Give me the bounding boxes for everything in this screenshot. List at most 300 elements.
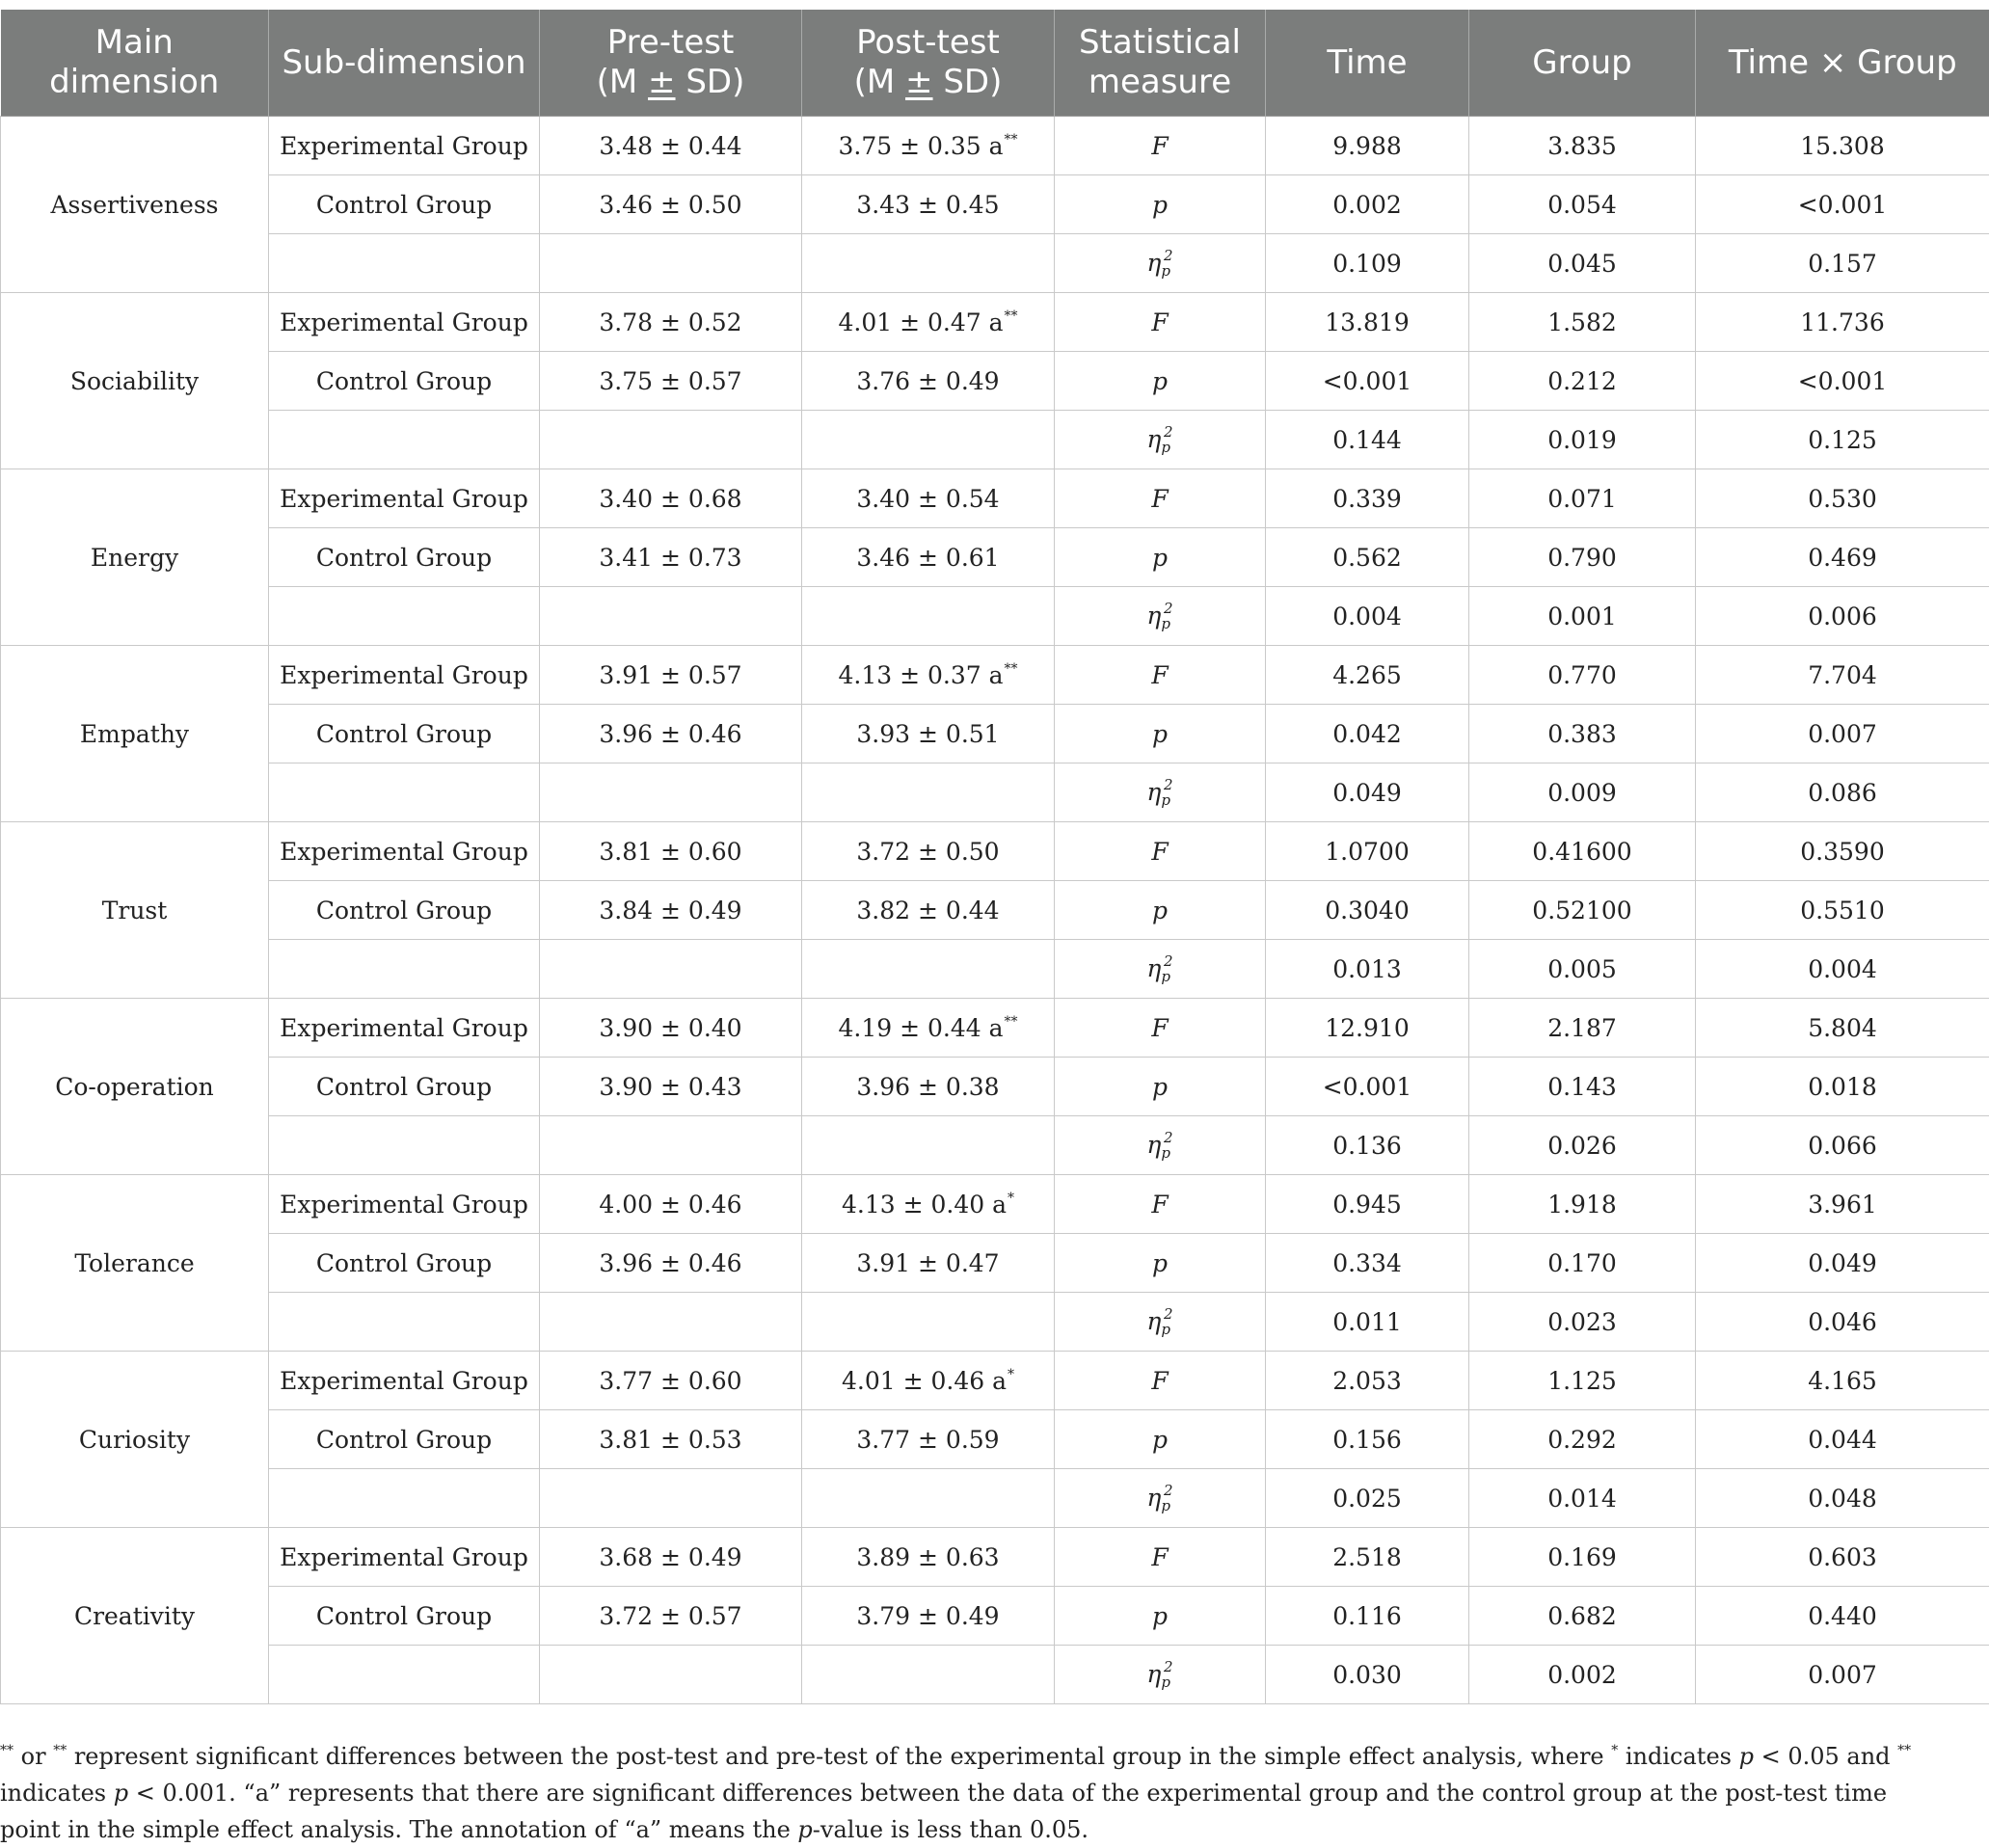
pre-test-cell-value: 3.81 ± 0.53 xyxy=(599,1425,742,1454)
main-dimension-cell xyxy=(1,117,269,293)
pre-test-cell-value: 3.40 ± 0.68 xyxy=(599,484,742,513)
statistical-measure-cell-value: F xyxy=(1151,660,1169,689)
statistical-measure-cell xyxy=(1055,1058,1266,1116)
eta-symbol: η xyxy=(1146,1660,1162,1688)
main-dimension-cell xyxy=(1,469,269,646)
group-cell-value: 0.41600 xyxy=(1532,837,1632,866)
table-row xyxy=(1,117,1989,175)
time-cell xyxy=(1266,352,1469,411)
table-row xyxy=(1,1234,1989,1293)
main-dimension-cell xyxy=(1,999,269,1175)
time-cell-value: 1.0700 xyxy=(1325,837,1410,866)
group-cell-value: 2.187 xyxy=(1547,1013,1617,1042)
eta-subscript: p xyxy=(1161,1497,1171,1514)
pre-test-cell xyxy=(540,1234,802,1293)
empty-cell xyxy=(802,1293,1055,1352)
main-dimension-cell xyxy=(1,646,269,822)
group-cell xyxy=(1469,1293,1696,1352)
table-row xyxy=(1,763,1989,822)
pre-test-cell xyxy=(540,881,802,940)
header-post-test-line1: Post-test xyxy=(856,23,1000,62)
table-row xyxy=(1,705,1989,763)
time-cell xyxy=(1266,528,1469,587)
pre-test-cell-value: 3.41 ± 0.73 xyxy=(599,543,742,572)
sub-dimension-cell-value: Experimental Group xyxy=(280,837,528,866)
eta-superscript: 2 xyxy=(1164,952,1173,970)
empty-cell xyxy=(540,940,802,999)
sub-dimension-cell xyxy=(269,1058,540,1116)
time-cell xyxy=(1266,411,1469,469)
post-test-cell-value: 3.77 ± 0.59 xyxy=(856,1425,1000,1454)
time-x-group-cell-value: 0.157 xyxy=(1808,249,1877,278)
pre-test-cell xyxy=(540,1587,802,1646)
sub-dimension-cell-value: Control Group xyxy=(315,896,493,924)
time-cell-value: 0.3040 xyxy=(1325,896,1410,924)
pre-test-cell-value: 3.46 ± 0.50 xyxy=(599,190,742,219)
time-x-group-cell xyxy=(1696,587,1989,646)
main-dimension-label: Co-operation xyxy=(55,1072,214,1101)
group-cell-value: 0.054 xyxy=(1547,190,1617,219)
pre-test-cell-value: 3.96 ± 0.46 xyxy=(599,719,742,748)
empty-cell xyxy=(540,411,802,469)
empty-cell xyxy=(802,411,1055,469)
time-cell-value: 4.265 xyxy=(1332,660,1402,689)
footnote-text: < 0.001. “a” represents that there are significant differences between the data of the experimental group and the control group at the post-test time point in the simple effect analysis. The annotation of “a” means the xyxy=(0,1780,1888,1843)
sub-dimension-cell xyxy=(269,1410,540,1469)
statistical-measure-cell-value: p xyxy=(1151,1601,1168,1630)
time-cell xyxy=(1266,175,1469,234)
sub-dimension-cell xyxy=(269,352,540,411)
group-cell xyxy=(1469,1469,1696,1528)
time-cell-value: 0.562 xyxy=(1332,543,1402,572)
time-cell-value: 0.109 xyxy=(1332,249,1402,278)
eta-subscript: p xyxy=(1161,1144,1171,1162)
time-x-group-cell-value: <0.001 xyxy=(1797,190,1888,219)
post-test-cell-value: 4.13 ± 0.40 a xyxy=(841,1190,1008,1219)
time-x-group-cell-value: 0.3590 xyxy=(1800,837,1885,866)
group-cell xyxy=(1469,528,1696,587)
post-test-cell xyxy=(802,999,1055,1058)
post-test-cell-value: 3.43 ± 0.45 xyxy=(856,190,1000,219)
statistical-measure-cell xyxy=(1055,352,1266,411)
eta-superscript: 2 xyxy=(1164,1129,1173,1146)
time-x-group-cell-value: 0.440 xyxy=(1808,1601,1877,1630)
table-row xyxy=(1,1646,1989,1704)
statistical-measure-cell xyxy=(1055,940,1266,999)
post-test-cell xyxy=(802,881,1055,940)
pre-test-cell xyxy=(540,1352,802,1410)
pre-test-cell xyxy=(540,528,802,587)
eta-superscript: 2 xyxy=(1164,776,1173,793)
pre-test-cell xyxy=(540,822,802,881)
group-cell xyxy=(1469,352,1696,411)
statistical-measure-cell-value: F xyxy=(1151,1366,1169,1395)
main-dimension-label: Trust xyxy=(101,896,168,924)
time-x-group-cell xyxy=(1696,175,1989,234)
empty-cell xyxy=(540,1116,802,1175)
group-cell-value: 0.023 xyxy=(1547,1307,1617,1336)
eta-symbol: η xyxy=(1146,1484,1162,1512)
main-dimension-label: Creativity xyxy=(73,1601,196,1630)
group-cell xyxy=(1469,1410,1696,1469)
header-post-test-pm: ± xyxy=(905,63,933,101)
time-cell-value: 13.819 xyxy=(1325,308,1410,336)
post-test-cell xyxy=(802,1175,1055,1234)
significance-mark: * xyxy=(1008,1366,1015,1382)
statistical-measure-cell xyxy=(1055,1587,1266,1646)
time-x-group-cell-value: 0.469 xyxy=(1808,543,1877,572)
statistical-measure-cell xyxy=(1055,999,1266,1058)
empty-cell xyxy=(802,763,1055,822)
time-x-group-cell xyxy=(1696,1410,1989,1469)
footnote-text: < 0.05 and xyxy=(1753,1743,1898,1770)
time-cell-value: 0.042 xyxy=(1332,719,1402,748)
table-row xyxy=(1,469,1989,528)
empty-cell xyxy=(802,1116,1055,1175)
statistical-measure-cell-value: p xyxy=(1151,1248,1168,1277)
main-dimension-label: Assertiveness xyxy=(50,190,219,219)
table-row xyxy=(1,352,1989,411)
post-test-cell-value: 4.13 ± 0.37 a xyxy=(838,660,1004,689)
pre-test-cell-value: 3.81 ± 0.60 xyxy=(599,837,742,866)
pre-test-cell xyxy=(540,469,802,528)
time-x-group-cell xyxy=(1696,1587,1989,1646)
statistical-measure-cell xyxy=(1055,1175,1266,1234)
time-cell xyxy=(1266,1352,1469,1410)
footnote-text: or xyxy=(13,1743,54,1770)
pre-test-cell-value: 3.78 ± 0.52 xyxy=(599,308,742,336)
time-x-group-cell xyxy=(1696,1058,1989,1116)
sub-dimension-cell xyxy=(269,1234,540,1293)
post-test-cell xyxy=(802,822,1055,881)
group-cell xyxy=(1469,705,1696,763)
empty-cell xyxy=(540,587,802,646)
sub-dimension-cell-value: Control Group xyxy=(315,1248,493,1277)
footnote-mark: ** xyxy=(53,1743,67,1758)
sub-dimension-cell-value: Experimental Group xyxy=(280,1366,528,1395)
time-x-group-cell xyxy=(1696,999,1989,1058)
sub-dimension-cell-value: Control Group xyxy=(315,1601,493,1630)
sub-dimension-cell xyxy=(269,1175,540,1234)
pre-test-cell-value: 3.90 ± 0.40 xyxy=(599,1013,742,1042)
main-dimension-label: Sociability xyxy=(69,366,200,395)
significance-mark: ** xyxy=(1004,308,1018,324)
table-row xyxy=(1,1116,1989,1175)
post-test-cell-value: 3.72 ± 0.50 xyxy=(856,837,1000,866)
time-cell-value: <0.001 xyxy=(1322,1072,1412,1101)
post-test-cell-value: 4.01 ± 0.47 a xyxy=(838,308,1004,336)
header-time-x-group xyxy=(1696,10,1989,117)
empty-cell xyxy=(269,234,540,293)
pre-test-cell-value: 3.75 ± 0.57 xyxy=(599,366,742,395)
sub-dimension-cell xyxy=(269,117,540,175)
time-cell-value: 0.002 xyxy=(1332,190,1402,219)
empty-cell xyxy=(269,940,540,999)
table-row xyxy=(1,940,1989,999)
footnote-p-symbol: p xyxy=(797,1816,813,1843)
pre-test-cell xyxy=(540,705,802,763)
statistical-measure-cell-value: F xyxy=(1151,1190,1169,1219)
post-test-cell xyxy=(802,175,1055,234)
sub-dimension-cell-value: Experimental Group xyxy=(280,131,528,160)
time-x-group-cell xyxy=(1696,705,1989,763)
footnote-p-symbol: p xyxy=(1738,1743,1754,1770)
main-dimension-cell xyxy=(1,822,269,999)
main-dimension-cell xyxy=(1,1352,269,1528)
sub-dimension-cell-value: Experimental Group xyxy=(280,660,528,689)
sub-dimension-cell xyxy=(269,175,540,234)
time-cell-value: 0.116 xyxy=(1332,1601,1402,1630)
group-cell-value: 0.002 xyxy=(1547,1660,1617,1689)
eta-superscript: 2 xyxy=(1164,1305,1173,1323)
group-cell-value: 0.52100 xyxy=(1532,896,1632,924)
empty-cell xyxy=(540,1469,802,1528)
post-test-cell-value: 3.91 ± 0.47 xyxy=(856,1248,1000,1277)
statistical-measure-cell-value: p xyxy=(1151,543,1168,572)
statistical-measure-cell xyxy=(1055,1116,1266,1175)
empty-cell xyxy=(269,763,540,822)
pre-test-cell xyxy=(540,352,802,411)
time-cell xyxy=(1266,822,1469,881)
sub-dimension-cell-value: Experimental Group xyxy=(280,1542,528,1571)
table-row xyxy=(1,822,1989,881)
time-x-group-cell-value: 11.736 xyxy=(1800,308,1885,336)
time-cell xyxy=(1266,469,1469,528)
post-test-cell xyxy=(802,528,1055,587)
group-cell-value: 0.790 xyxy=(1547,543,1617,572)
statistical-measure-cell-value: p xyxy=(1151,190,1168,219)
sub-dimension-cell xyxy=(269,293,540,352)
empty-cell xyxy=(269,411,540,469)
post-test-cell-value: 4.01 ± 0.46 a xyxy=(841,1366,1008,1395)
empty-cell xyxy=(802,234,1055,293)
post-test-cell xyxy=(802,1410,1055,1469)
time-cell xyxy=(1266,763,1469,822)
sub-dimension-cell-value: Experimental Group xyxy=(280,308,528,336)
header-time xyxy=(1266,10,1469,117)
empty-cell xyxy=(802,940,1055,999)
time-x-group-cell xyxy=(1696,1352,1989,1410)
significance-mark: ** xyxy=(1004,660,1018,677)
time-x-group-cell-value: 15.308 xyxy=(1800,131,1885,160)
time-cell xyxy=(1266,1293,1469,1352)
eta-superscript: 2 xyxy=(1164,423,1173,441)
time-cell-value: 2.518 xyxy=(1332,1542,1402,1571)
main-dimension-label: Empathy xyxy=(79,719,190,748)
post-test-cell xyxy=(802,1058,1055,1116)
header-statistical-measure xyxy=(1055,10,1266,117)
pre-test-cell-value: 3.84 ± 0.49 xyxy=(599,896,742,924)
header-sub-dimension xyxy=(269,10,540,117)
post-test-cell xyxy=(802,1234,1055,1293)
group-cell xyxy=(1469,1116,1696,1175)
time-x-group-cell-value: 0.046 xyxy=(1808,1307,1877,1336)
time-x-group-cell xyxy=(1696,1175,1989,1234)
footnote-text: indicates xyxy=(1618,1743,1739,1770)
time-x-group-cell-value: 0.018 xyxy=(1808,1072,1877,1101)
eta-superscript: 2 xyxy=(1164,1482,1173,1499)
sub-dimension-cell-value: Control Group xyxy=(315,719,493,748)
eta-subscript: p xyxy=(1161,439,1171,456)
time-x-group-cell-value: 0.006 xyxy=(1808,602,1877,630)
group-cell xyxy=(1469,1234,1696,1293)
time-x-group-cell-value: 0.5510 xyxy=(1800,896,1885,924)
statistical-measure-cell xyxy=(1055,175,1266,234)
time-cell-value: 0.013 xyxy=(1332,954,1402,983)
footnote-mark: ** xyxy=(1897,1743,1912,1758)
table-row xyxy=(1,1175,1989,1234)
statistical-measure-cell xyxy=(1055,763,1266,822)
time-x-group-cell-value: 0.530 xyxy=(1808,484,1877,513)
time-cell xyxy=(1266,234,1469,293)
time-x-group-cell-value: <0.001 xyxy=(1797,366,1888,395)
sub-dimension-cell xyxy=(269,1352,540,1410)
time-x-group-cell xyxy=(1696,528,1989,587)
eta-superscript: 2 xyxy=(1164,600,1173,617)
eta-superscript: 2 xyxy=(1164,1658,1173,1675)
footnote-p-symbol: p xyxy=(113,1780,129,1807)
header-sub-dimension-label: Sub-dimension xyxy=(282,42,526,82)
group-cell xyxy=(1469,822,1696,881)
pre-test-cell-value: 3.90 ± 0.43 xyxy=(599,1072,742,1101)
time-cell-value: 0.136 xyxy=(1332,1131,1402,1160)
group-cell-value: 1.125 xyxy=(1547,1366,1617,1395)
group-cell-value: 0.001 xyxy=(1547,602,1617,630)
statistical-measure-cell-value: F xyxy=(1151,131,1169,160)
time-x-group-cell-value: 0.048 xyxy=(1808,1484,1877,1513)
statistical-measure-cell xyxy=(1055,117,1266,175)
time-cell-value: 0.004 xyxy=(1332,602,1402,630)
time-cell-value: 0.049 xyxy=(1332,778,1402,807)
statistical-measure-cell xyxy=(1055,528,1266,587)
empty-cell xyxy=(802,587,1055,646)
time-cell-value: 0.334 xyxy=(1332,1248,1402,1277)
time-cell xyxy=(1266,940,1469,999)
pre-test-cell xyxy=(540,999,802,1058)
group-cell xyxy=(1469,411,1696,469)
group-cell-value: 1.918 xyxy=(1547,1190,1617,1219)
pre-test-cell-value: 3.91 ± 0.57 xyxy=(599,660,742,689)
time-cell-value: 0.156 xyxy=(1332,1425,1402,1454)
significance-mark: ** xyxy=(1004,1013,1018,1030)
post-test-cell xyxy=(802,646,1055,705)
header-time-x-group-label: Time × Group xyxy=(1728,42,1957,82)
statistical-measure-cell xyxy=(1055,705,1266,763)
post-test-cell xyxy=(802,117,1055,175)
time-x-group-cell xyxy=(1696,1116,1989,1175)
table-row xyxy=(1,175,1989,234)
time-cell xyxy=(1266,646,1469,705)
statistical-measure-cell-value: F xyxy=(1151,308,1169,336)
time-cell-value: <0.001 xyxy=(1322,366,1412,395)
table-row xyxy=(1,646,1989,705)
eta-subscript: p xyxy=(1161,791,1171,809)
time-x-group-cell xyxy=(1696,411,1989,469)
sub-dimension-cell xyxy=(269,646,540,705)
time-cell-value: 0.030 xyxy=(1332,1660,1402,1689)
footnote-text: represent significant differences between the post-test and pre-test of the experimental group in the simple effect analysis, where xyxy=(67,1743,1612,1770)
group-cell xyxy=(1469,763,1696,822)
eta-subscript: p xyxy=(1161,615,1171,632)
post-test-cell-value: 3.79 ± 0.49 xyxy=(856,1601,1000,1630)
table-row xyxy=(1,587,1989,646)
group-cell-value: 0.169 xyxy=(1547,1542,1617,1571)
statistical-measure-cell xyxy=(1055,1528,1266,1587)
empty-cell xyxy=(269,1469,540,1528)
table-row xyxy=(1,999,1989,1058)
time-cell xyxy=(1266,999,1469,1058)
statistical-measure-cell xyxy=(1055,1352,1266,1410)
table-row xyxy=(1,1352,1989,1410)
group-cell xyxy=(1469,999,1696,1058)
sub-dimension-cell-value: Control Group xyxy=(315,1072,493,1101)
table-footnote xyxy=(0,1732,1928,1848)
post-test-cell-value: 3.93 ± 0.51 xyxy=(856,719,1000,748)
time-x-group-cell xyxy=(1696,117,1989,175)
header-group xyxy=(1469,10,1696,117)
statistical-measure-cell-value: p xyxy=(1151,1072,1168,1101)
statistical-measure-cell xyxy=(1055,293,1266,352)
header-pre-test-m: (M xyxy=(596,63,649,101)
header-post-test-sd: SD) xyxy=(932,63,1003,101)
time-cell-value: 9.988 xyxy=(1332,131,1402,160)
post-test-cell xyxy=(802,1528,1055,1587)
time-cell xyxy=(1266,1234,1469,1293)
time-x-group-cell-value: 4.165 xyxy=(1808,1366,1877,1395)
sub-dimension-cell-value: Control Group xyxy=(315,190,493,219)
eta-symbol: η xyxy=(1146,425,1162,453)
statistical-measure-cell xyxy=(1055,234,1266,293)
group-cell-value: 3.835 xyxy=(1547,131,1617,160)
time-cell xyxy=(1266,1469,1469,1528)
group-cell-value: 0.071 xyxy=(1547,484,1617,513)
sub-dimension-cell-value: Control Group xyxy=(315,366,493,395)
group-cell-value: 0.682 xyxy=(1547,1601,1617,1630)
footnote-mark: ** xyxy=(0,1743,13,1758)
pre-test-cell xyxy=(540,1410,802,1469)
time-x-group-cell-value: 0.603 xyxy=(1808,1542,1877,1571)
time-x-group-cell-value: 0.066 xyxy=(1808,1131,1877,1160)
table-body xyxy=(1,117,1989,1704)
post-test-cell-value: 3.76 ± 0.49 xyxy=(856,366,1000,395)
empty-cell xyxy=(802,1646,1055,1704)
main-dimension-cell xyxy=(1,1175,269,1352)
footnote-mark: * xyxy=(1611,1743,1619,1758)
group-cell-value: 0.292 xyxy=(1547,1425,1617,1454)
main-dimension-label: Tolerance xyxy=(74,1248,195,1277)
group-cell xyxy=(1469,234,1696,293)
time-cell xyxy=(1266,1646,1469,1704)
sub-dimension-cell xyxy=(269,1587,540,1646)
post-test-cell xyxy=(802,1587,1055,1646)
post-test-cell xyxy=(802,1352,1055,1410)
time-x-group-cell xyxy=(1696,940,1989,999)
group-cell xyxy=(1469,1587,1696,1646)
table-row xyxy=(1,411,1989,469)
group-cell xyxy=(1469,1352,1696,1410)
group-cell xyxy=(1469,293,1696,352)
table-row xyxy=(1,528,1989,587)
time-x-group-cell-value: 7.704 xyxy=(1808,660,1877,689)
statistical-measure-cell xyxy=(1055,1410,1266,1469)
group-cell xyxy=(1469,881,1696,940)
empty-cell xyxy=(540,763,802,822)
header-group-label: Group xyxy=(1532,42,1632,82)
time-x-group-cell-value: 0.044 xyxy=(1808,1425,1877,1454)
header-pre-test-sd: SD) xyxy=(675,63,745,101)
group-cell xyxy=(1469,587,1696,646)
main-dimension-cell xyxy=(1,1528,269,1704)
